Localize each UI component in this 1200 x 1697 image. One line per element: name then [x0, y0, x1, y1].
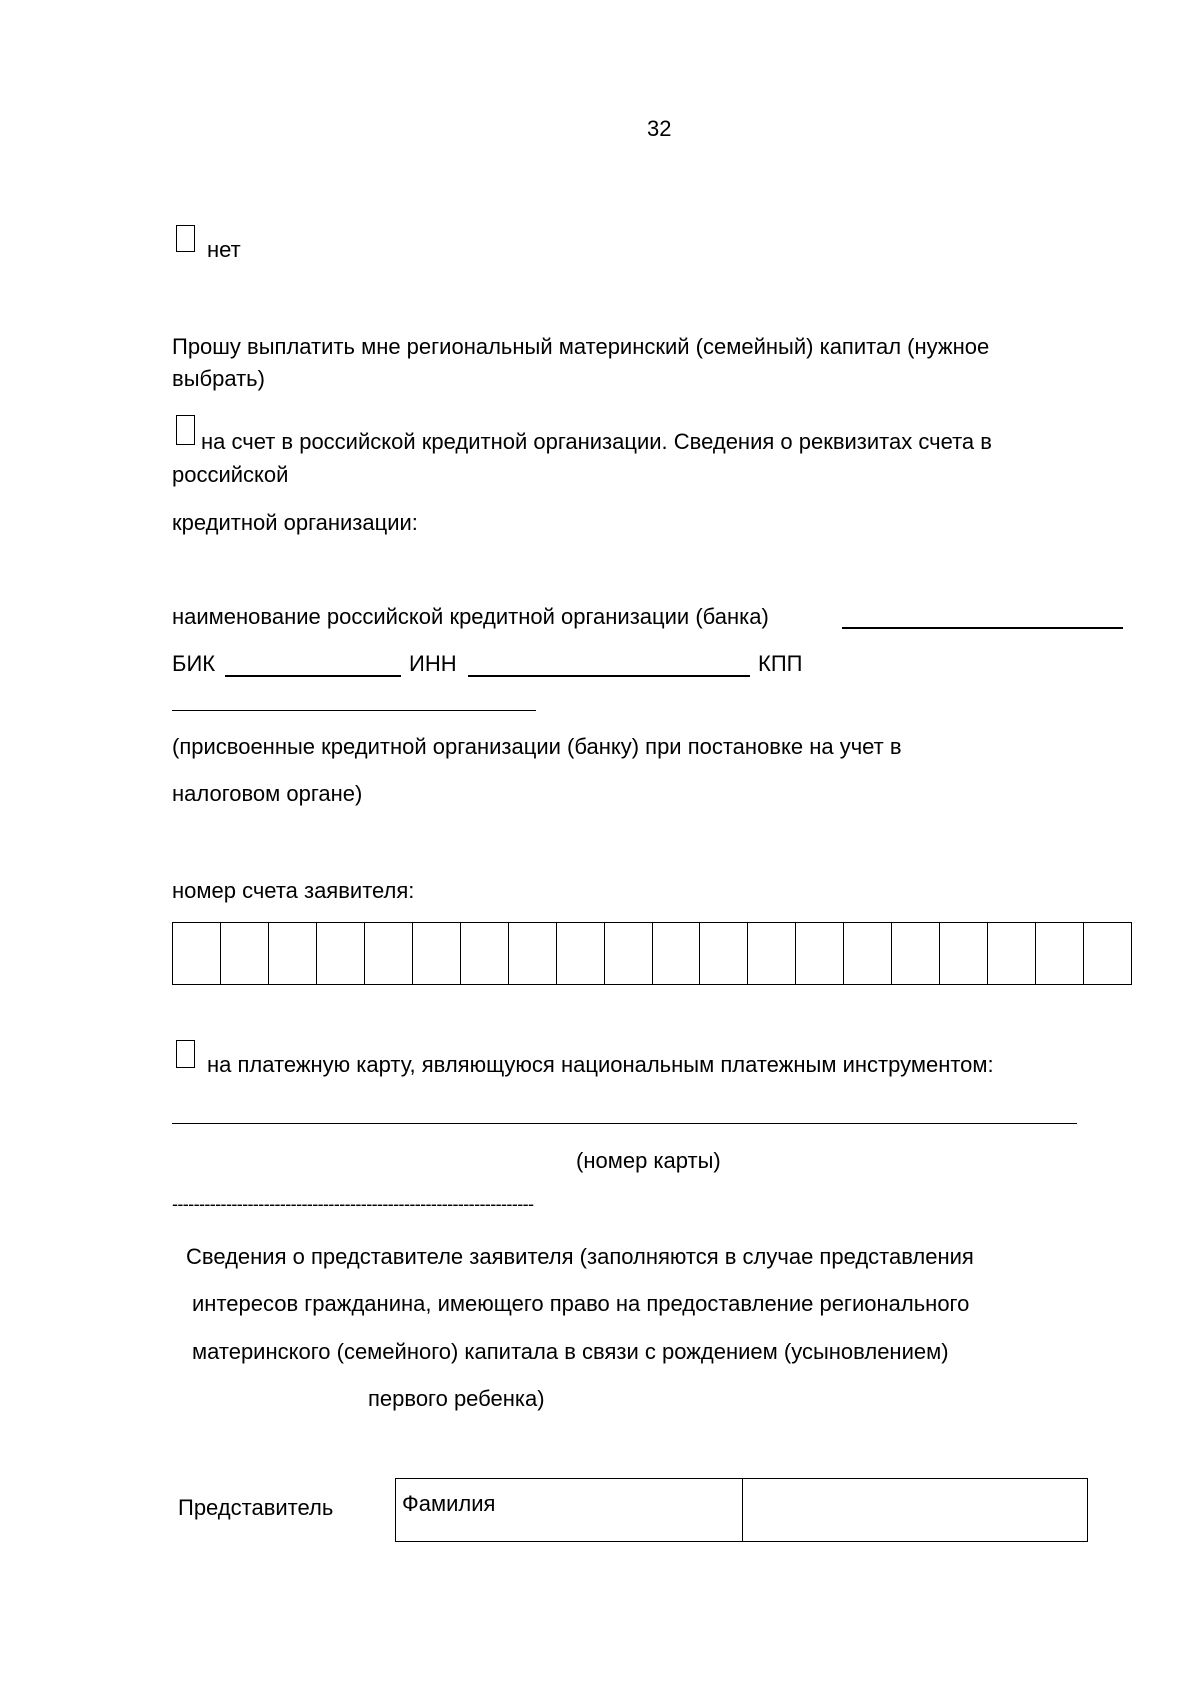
no-checkbox[interactable]: [176, 225, 195, 252]
representative-label: Представитель: [178, 1495, 334, 1520]
account-digit-cell[interactable]: [317, 923, 365, 984]
bank-option-line-3: кредитной организации:: [172, 510, 418, 535]
account-digit-cell[interactable]: [557, 923, 605, 984]
account-digit-cell[interactable]: [653, 923, 701, 984]
account-digit-cell[interactable]: [844, 923, 892, 984]
surname-input[interactable]: [743, 1479, 1087, 1541]
account-digit-cell[interactable]: [988, 923, 1036, 984]
kpp-label: КПП: [758, 651, 803, 676]
account-digit-cell[interactable]: [509, 923, 557, 984]
account-digit-cell[interactable]: [173, 923, 221, 984]
separator: -------------------------------------------------------------------: [172, 1194, 534, 1214]
account-digit-cell[interactable]: [892, 923, 940, 984]
page-number: 32: [647, 116, 672, 141]
bik-field[interactable]: [225, 675, 401, 677]
inn-field[interactable]: [468, 675, 750, 677]
card-number-caption: (номер карты): [576, 1148, 721, 1173]
account-digit-cell[interactable]: [365, 923, 413, 984]
bank-account-checkbox[interactable]: [176, 415, 195, 445]
bank-name-field[interactable]: [842, 627, 1123, 629]
card-number-field[interactable]: [172, 1123, 1077, 1124]
representative-heading-line-2: интересов гражданина, имеющего право на предоставление регионального: [192, 1291, 970, 1316]
surname-label: Фамилия: [396, 1479, 743, 1541]
representative-table: [395, 1478, 1088, 1542]
account-digit-cell[interactable]: [748, 923, 796, 984]
account-digit-cell[interactable]: [461, 923, 509, 984]
bank-option-line-1: на счет в российской кредитной организации. Сведения о реквизитах счета в: [201, 429, 992, 454]
representative-heading-line-1: Сведения о представителе заявителя (заполняются в случае представления: [186, 1244, 974, 1269]
account-label: номер счета заявителя:: [172, 878, 415, 903]
kpp-field[interactable]: [172, 710, 536, 711]
account-number-grid[interactable]: [172, 922, 1132, 985]
representative-heading-line-3: материнского (семейного) капитала в связи с рождением (усыновлением): [192, 1339, 949, 1364]
inn-label: ИНН: [409, 651, 457, 676]
bank-name-label: наименование российской кредитной организации (банка): [172, 604, 769, 629]
account-digit-cell[interactable]: [413, 923, 461, 984]
account-digit-cell[interactable]: [605, 923, 653, 984]
account-digit-cell[interactable]: [221, 923, 269, 984]
account-digit-cell[interactable]: [1084, 923, 1131, 984]
request-line-1: Прошу выплатить мне региональный материнский (семейный) капитал (нужное: [172, 334, 990, 359]
no-label: нет: [207, 237, 241, 262]
bik-label: БИК: [172, 651, 216, 676]
bank-note-line-2: налоговом органе): [172, 781, 363, 806]
account-digit-cell[interactable]: [700, 923, 748, 984]
bank-option-line-2: российской: [172, 462, 289, 487]
card-checkbox[interactable]: [176, 1040, 195, 1068]
representative-heading-line-4: первого ребенка): [368, 1386, 545, 1411]
request-line-2: выбрать): [172, 366, 265, 391]
account-digit-cell[interactable]: [269, 923, 317, 984]
card-option-label: на платежную карту, являющуюся национальным платежным инструментом:: [207, 1052, 994, 1077]
account-digit-cell[interactable]: [940, 923, 988, 984]
account-digit-cell[interactable]: [796, 923, 844, 984]
account-digit-cell[interactable]: [1036, 923, 1084, 984]
bank-note-line-1: (присвоенные кредитной организации (банку) при постановке на учет в: [172, 734, 902, 759]
